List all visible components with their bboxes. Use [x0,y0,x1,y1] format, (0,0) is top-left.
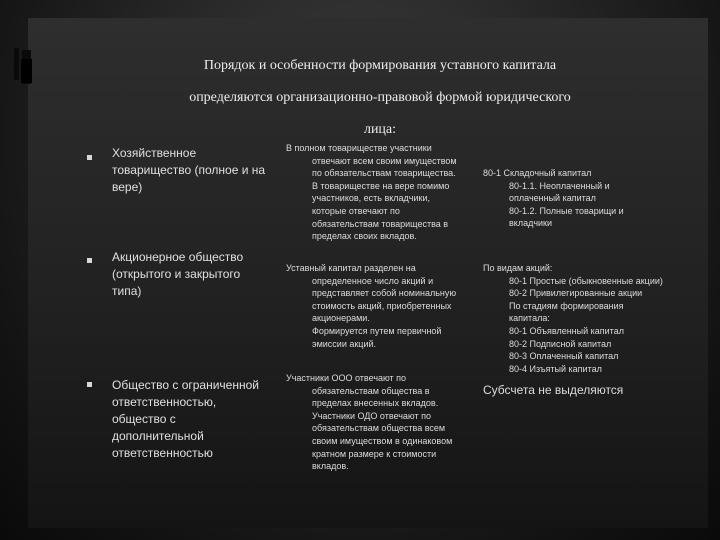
account-list: 80-1 Складочный капитал 80-1.1. Неоплаченный и оплаченный капитал 80-1.2. Полные товарищи и вкладчики [483,168,624,229]
entity-description: Участники ООО отвечают по обязательствам общества в пределах внесенных вкладов. Участники ОДО отвечают по обязательствам общества всем своим имуществом в одинаковом кратном размере к стоимости вкладов. [286,373,453,472]
entity-label: Акционерное общество (открытого и закрытого типа) [112,250,244,298]
entity-description: В полном товариществе участники отвечают всем своим имуществом по обязательствам товарищества. В товариществе на вере помимо участников, есть вкладчики, которые отвечают по обязательствам товарищества в пределах своих вкладов. [286,143,457,242]
entity-label: Хозяйственное товарищество (полное и на вере) [112,146,266,194]
title-line: лица: [363,122,397,137]
title-line: определяются организационно-правовой формой юридического [189,90,571,105]
account-list: Субсчета не выделяются [483,383,624,397]
entity-label: Общество с ограниченной ответственностью, общество с дополнительной ответственностью [112,378,259,460]
entity-description: Уставный капитал разделен на определенное число акций и представляет собой номинальную стоимость акций, приобретенных акционерами. Формируется путем первичной эмиссии акций. [286,263,457,349]
slide-title [150,50,610,146]
decor-bar [14,48,19,80]
account-list: По видам акций: 80-1 Простые (обыкновенные акции) 80-2 Привилегированные акции По стадиям формирования капитала: 80-1 Объявленный капитал 80-2 Подписной капитал 80-3 Оплаченный капитал 80-4 Изъятый капитал [483,263,663,374]
bullet-icon [87,155,92,160]
bullet-icon [87,382,92,387]
bullet-icon [87,258,92,263]
title-line: Порядок и особенности формирования уставного капитала [203,58,557,73]
decor-bar [21,59,32,83]
